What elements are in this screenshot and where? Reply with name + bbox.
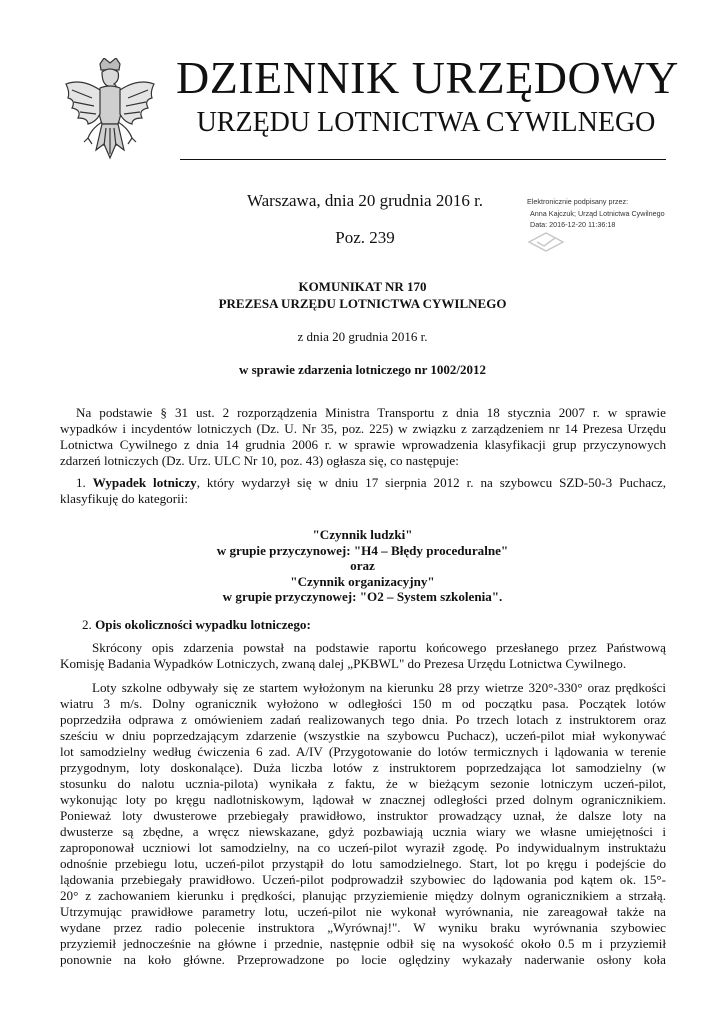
point-1: [60, 475, 666, 507]
body-line: sześciu w dniu poprzedzającym zdarzenie (wszystkie na szybowcu Puchacz), uczeń-pilot miał wykonywać: [60, 728, 666, 743]
classification-line: "Czynnik ludzki": [312, 527, 413, 542]
summary-line: Komisję Badania Wypadków Lotniczych, zwaną dalej „PKBWL" do Prezesa Urzędu Lotnictwa Cywilnego.: [60, 656, 627, 671]
intro-line: Lotnictwa Cywilnego z dnia 14 grudnia 2006 r. w sprawie wprowadzenia klasyfikacji grup przyczynowych: [60, 437, 666, 452]
classification-line: oraz: [350, 558, 375, 574]
body-line: Loty szkolne odbywały się ze startem wyłożonym na kierunku 28 przy wietrze 320°-330° oraz prędkości: [92, 680, 666, 695]
point-1-line: [60, 475, 666, 491]
summary-paragraph: [60, 640, 666, 672]
classification-line: "Czynnik organizacyjny": [290, 573, 435, 589]
body-line: wykonując loty po kręgu nadlotniskowym, lądował w znacznej odległości przed dolnym ogranicznikiem.: [60, 792, 666, 807]
header-divider: [180, 159, 666, 160]
body-line: lądowania przebiegały prawidłowo. Uczeń-pilot podprowadził szybowiec do lądowania pod kątem ok. 15°-: [60, 872, 666, 887]
body-line: lot samodzielny według ćwiczenia 6 zad. A/IV (Przygotowanie do lotów termicznych i lądowania w terenie: [60, 744, 666, 759]
body-line: wiatru 3 m/s. Dolny ogranicznik wyłożono w odległości 150 m od początku pasa. Początek lotów: [60, 696, 666, 711]
intro-line: Na podstawie § 31 ust. 2 rozporządzenia Ministra Transportu z dnia 18 stycznia 2007 r. w sprawie: [76, 405, 666, 420]
signature-signer: Anna Kajczuk; Urząd Lotnictwa Cywilnego: [530, 208, 665, 218]
journal-title: DZIENNIK URZĘDOWY: [176, 52, 679, 103]
polish-eagle-emblem-icon: [62, 58, 158, 166]
signature-label: Elektronicznie podpisany przez:: [527, 197, 629, 206]
summary-line: Skrócony opis zdarzenia powstał na podstawie raportu końcowego przesłanego przez Państwową: [92, 640, 666, 655]
section-2-number: 2.: [82, 617, 92, 632]
signature-date: Data: 2016-12-20 11:36:18: [530, 220, 616, 229]
body-line: poprzedziła odprawa z omówieniem zadań realizowanych tego dnia. Po trzech lotach z instruktorem oraz: [60, 712, 666, 727]
classification-line: w grupie przyczynowej: "H4 – Błędy proceduralne": [216, 542, 509, 558]
body-line: wydane przez radio polecenie instruktora „Wyrównaj!". W wyniku braku wyrównania szybowiec: [60, 920, 666, 935]
body-line: 20° z zachowaniem kierunku i prędkości, planując przyziemienie między dolnym ogranicznikiem a strzałą.: [60, 888, 666, 903]
intro-paragraph: [60, 405, 666, 469]
announcement-issuer: PREZESA URZĘDU LOTNICTWA CYWILNEGO: [218, 296, 507, 311]
body-line: odnośnie przebiegu lotu, uczeń-pilot przystąpił do lotu samodzielnego. Start, lot po kręgu i podejście do: [60, 856, 666, 871]
journal-subtitle: URZĘDU LOTNICTWA CYWILNEGO: [196, 107, 656, 138]
announcement-date: z dnia 20 grudnia 2016 r.: [297, 329, 428, 344]
body-line: Ponieważ loty dwusterowe przebiegały prawidłowo, instruktor prowadzący uznał, że dalsze loty na: [60, 808, 666, 823]
point-1-number: 1.: [76, 475, 86, 490]
intro-line: wypadków i incydentów lotniczych (Dz. U. Nr 35, poz. 225) w związku z zarządzeniem nr 14 Prezesa Urzędu: [60, 421, 666, 436]
position-number: Poz. 239: [335, 228, 395, 247]
section-2-heading: [82, 617, 311, 633]
classification-line: w grupie przyczynowej: "O2 – System szkolenia".: [222, 589, 503, 605]
intro-line: zdarzeń lotniczych (Dz. Urz. ULC Nr 10, poz. 43) ogłasza się, co następuje:: [60, 453, 459, 468]
body-line: Utrzymując prawidłowe parametry lotu, uczeń-pilot nie wykonał wyrównania, nie zareagował także na: [60, 904, 666, 919]
body-line: ponownie na koło główne. Przeprowadzone po locie oględziny wykazały naderwanie osłony koła: [60, 952, 666, 967]
point-1-bold: Wypadek lotniczy: [92, 475, 197, 490]
issue-date: Warszawa, dnia 20 grudnia 2016 r.: [246, 191, 484, 210]
body-line: przygodnym, loty doskonalące). Duża liczba lotów z instruktorem poprzedzająca lot samodzielny (w: [60, 760, 666, 775]
announcement-subject: w sprawie zdarzenia lotniczego nr 1002/2012: [238, 362, 487, 377]
body-paragraph: [60, 680, 666, 968]
announcement-title: KOMUNIKAT NR 170: [298, 279, 427, 294]
body-line: zaproponował uczniowi lot samodzielny, na co uczeń-pilot wyraził zgodę. Po indywidualnym instruktażu: [60, 840, 666, 855]
point-1-text: , który wydarzył się w dniu 17 sierpnia 2012 r. na szybowcu SZD-50-3 Puchacz,: [196, 475, 666, 490]
body-line: dwusterze są zbędne, a wręcz niewskazane, gdyż pozbawiają ucznia wiary we własne umiejętności i: [60, 824, 666, 839]
signature-check-icon: [527, 231, 565, 253]
electronic-signature: [527, 196, 707, 231]
classification-block: [80, 527, 645, 605]
point-1-line-2: klasyfikuję do kategorii:: [60, 491, 188, 506]
section-2-title: Opis okoliczności wypadku lotniczego:: [95, 617, 311, 632]
body-line: przyziemił jednocześnie na główne i przednie, następnie odbił się na wysokość około 0.5 m i przyziemił: [60, 936, 666, 951]
body-line: stosunku do nalotu ucznia-pilota) wynikała z faktu, że w bieżącym sezonie lotniczym uczeń-pilot,: [60, 776, 666, 791]
